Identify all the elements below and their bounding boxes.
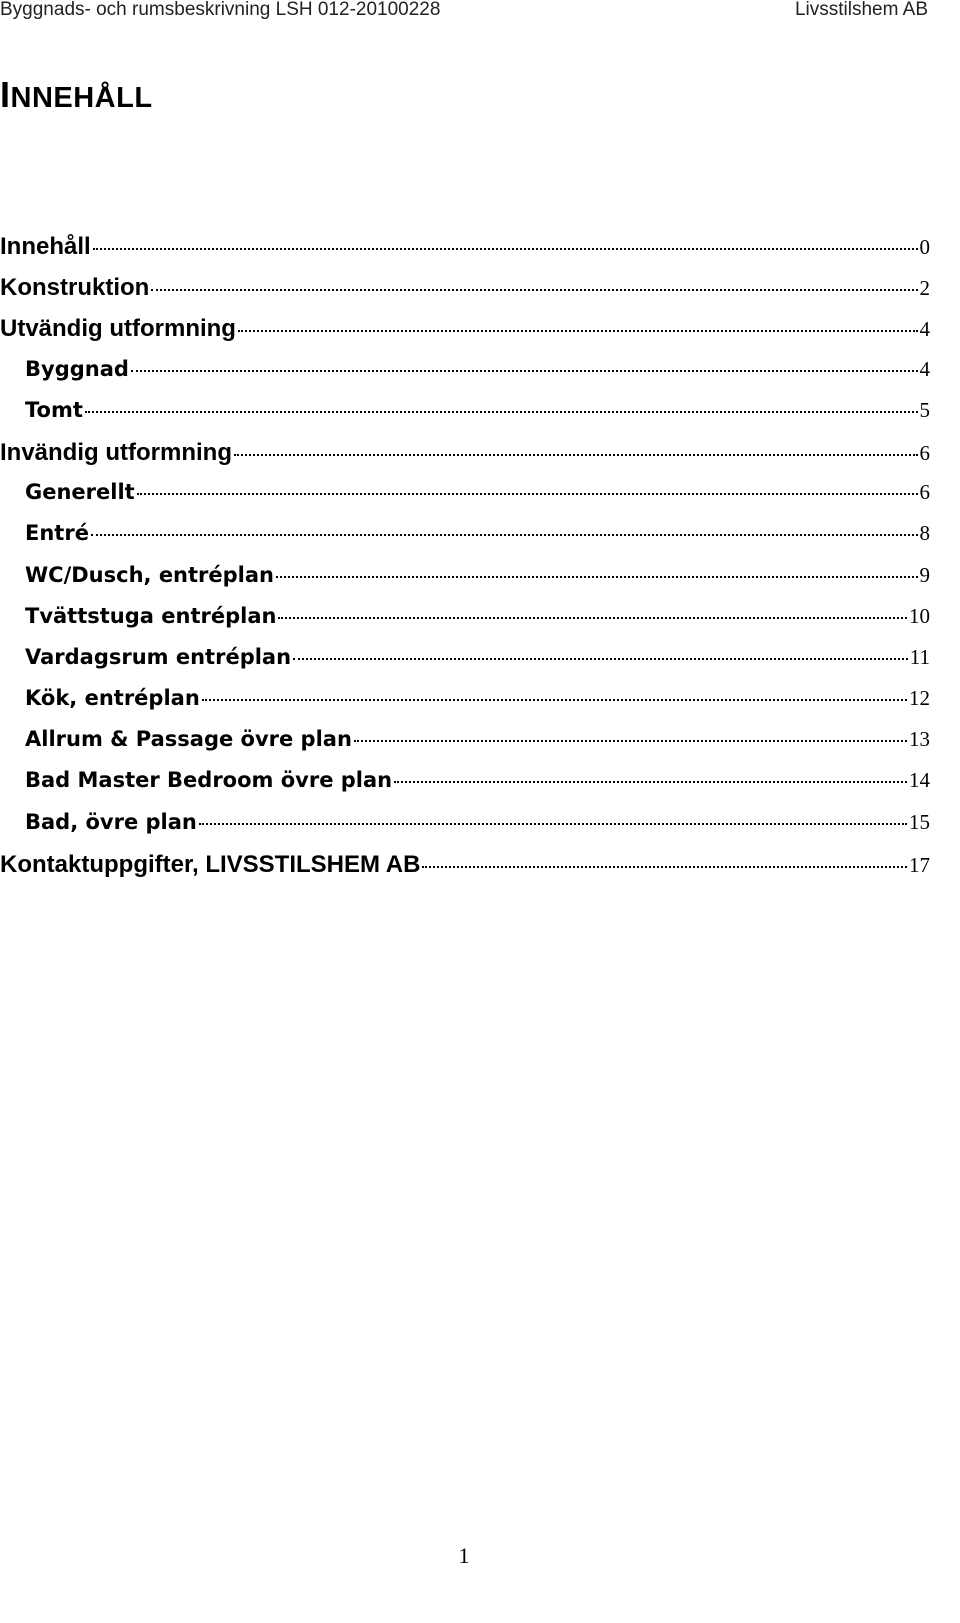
toc-entry[interactable] bbox=[0, 851, 930, 892]
toc-entry-label: Tvättstuga entréplan bbox=[25, 603, 277, 628]
dot-leader bbox=[394, 781, 907, 783]
toc-entry[interactable] bbox=[0, 357, 930, 398]
toc-entry-page: 5 bbox=[919, 397, 930, 422]
dot-leader bbox=[354, 740, 907, 742]
toc-entry[interactable] bbox=[0, 686, 930, 727]
toc-entry-label: Bad, övre plan bbox=[25, 809, 197, 834]
toc-entry-page: 14 bbox=[909, 768, 930, 793]
toc-entry-page: 11 bbox=[909, 644, 930, 669]
table-of-contents bbox=[0, 233, 930, 892]
toc-entry-label: Tomt bbox=[25, 397, 83, 422]
toc-entry-page: 9 bbox=[919, 562, 930, 587]
dot-leader bbox=[202, 699, 907, 701]
toc-entry-page: 6 bbox=[919, 440, 930, 465]
toc-entry-label: Generellt bbox=[25, 480, 135, 505]
toc-entry-label: Invändig utformning bbox=[0, 438, 232, 466]
toc-entry-label: Innehåll bbox=[0, 233, 91, 260]
dot-leader bbox=[93, 248, 918, 250]
toc-entry-page: 13 bbox=[909, 727, 930, 752]
toc-entry[interactable] bbox=[0, 810, 930, 851]
document-title: Byggnads- och rumsbeskrivning LSH 012-20100228 bbox=[0, 0, 441, 20]
toc-entry[interactable] bbox=[0, 727, 930, 768]
dot-leader bbox=[199, 823, 907, 825]
toc-entry-label: Byggnad bbox=[25, 356, 129, 381]
toc-entry-page: 15 bbox=[909, 809, 930, 834]
toc-entry-label: Allrum & Passage övre plan bbox=[25, 727, 352, 752]
toc-entry-label: WC/Dusch, entréplan bbox=[25, 562, 274, 587]
toc-entry[interactable] bbox=[0, 604, 930, 645]
dot-leader bbox=[137, 493, 918, 495]
dot-leader bbox=[91, 534, 918, 536]
toc-entry[interactable] bbox=[0, 315, 930, 356]
toc-entry-page: 0 bbox=[919, 235, 930, 259]
dot-leader bbox=[238, 330, 918, 332]
page-number: 1 bbox=[458, 1543, 470, 1568]
toc-entry[interactable] bbox=[0, 768, 930, 809]
dot-leader bbox=[422, 866, 907, 868]
toc-entry-page: 17 bbox=[909, 852, 930, 877]
toc-heading-initial: I bbox=[0, 74, 11, 115]
dot-leader bbox=[234, 454, 918, 456]
toc-entry-label: Konstruktion bbox=[0, 274, 150, 302]
toc-entry[interactable] bbox=[0, 398, 930, 439]
toc-entry-page: 8 bbox=[919, 521, 930, 546]
toc-entry-label: Utvändig utformning bbox=[0, 315, 236, 343]
dot-leader bbox=[151, 289, 917, 291]
dot-leader bbox=[276, 576, 918, 578]
toc-entry-page: 4 bbox=[919, 317, 930, 342]
toc-heading bbox=[0, 74, 153, 116]
toc-entry-label: Kontaktuppgifter, LIVSSTILSHEM AB bbox=[0, 850, 421, 878]
toc-entry[interactable] bbox=[0, 563, 930, 604]
dot-leader bbox=[131, 370, 918, 372]
toc-entry[interactable] bbox=[0, 480, 930, 521]
toc-entry-page: 6 bbox=[919, 480, 930, 505]
toc-heading-rest: NNEHÅLL bbox=[10, 82, 153, 114]
company-name: Livsstilshem AB bbox=[794, 0, 928, 20]
toc-entry-label: Kök, entréplan bbox=[25, 686, 200, 711]
toc-entry-label: Bad Master Bedroom övre plan bbox=[25, 768, 393, 793]
toc-entry-page: 12 bbox=[909, 686, 930, 711]
toc-entry[interactable] bbox=[0, 645, 930, 686]
dot-leader bbox=[278, 617, 907, 619]
toc-entry[interactable] bbox=[0, 521, 930, 562]
toc-entry[interactable] bbox=[0, 233, 930, 274]
dot-leader bbox=[293, 658, 908, 660]
toc-entry[interactable] bbox=[0, 274, 930, 315]
dot-leader bbox=[85, 411, 918, 413]
toc-entry[interactable] bbox=[0, 439, 930, 480]
toc-entry-label: Vardagsrum entréplan bbox=[25, 644, 292, 669]
toc-entry-page: 2 bbox=[919, 276, 930, 301]
toc-entry-label: Entré bbox=[25, 521, 89, 546]
toc-entry-page: 4 bbox=[919, 356, 930, 381]
page-header bbox=[0, 0, 928, 24]
toc-entry-page: 10 bbox=[909, 603, 930, 628]
